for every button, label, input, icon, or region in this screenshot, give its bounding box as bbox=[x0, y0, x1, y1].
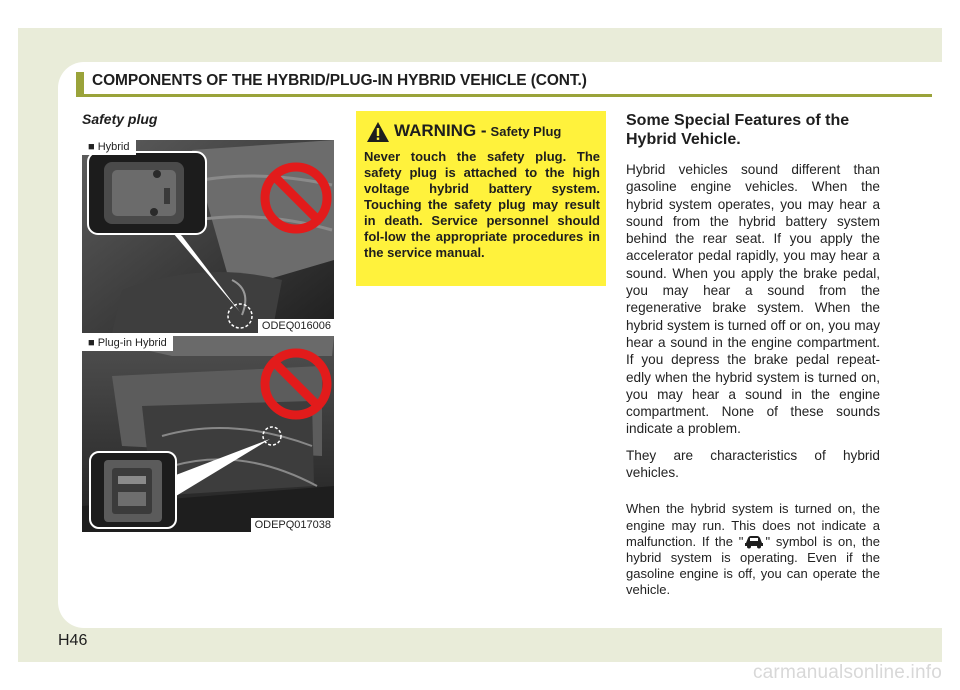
figure-label-hybrid: ■ Hybrid bbox=[82, 140, 136, 155]
paragraph-engine-run-end: " symbol is on, the hybrid system is operating. Even if the gasoline engine is off, you can operate the vehicle. bbox=[626, 533, 880, 598]
watermark: carmanualsonline.info bbox=[752, 662, 942, 683]
paragraph-engine-run bbox=[626, 501, 880, 598]
figure-plugin-hybrid-safety-plug bbox=[82, 336, 334, 532]
warning-body-text: Never touch the safety plug. The safety plug is attached to the high voltage hybrid battery system. Touching the safety plug may result in death. Service personnel should fol-low the appropriate procedures in the service manual. bbox=[364, 149, 600, 260]
special-features-column bbox=[626, 111, 880, 608]
paragraph-characteristics: They are characteristics of hybrid vehicles. bbox=[626, 447, 880, 481]
warning-box bbox=[356, 111, 606, 286]
safety-plug-heading: Safety plug bbox=[82, 111, 158, 127]
warning-triangle-icon bbox=[366, 121, 390, 143]
special-features-title: Some Special Features of the Hybrid Vehicle. bbox=[626, 112, 850, 148]
section-header-title: COMPONENTS OF THE HYBRID/PLUG-IN HYBRID VEHICLE (CONT.) bbox=[92, 72, 587, 89]
figure-hybrid-safety-plug bbox=[82, 140, 334, 333]
page-number: H46 bbox=[58, 632, 88, 649]
figure-code: ODEQ016006 bbox=[258, 319, 334, 333]
prohibited-icon bbox=[260, 348, 332, 420]
hybrid-ready-car-icon bbox=[743, 535, 765, 549]
warning-title-word: WARNING - bbox=[394, 121, 487, 140]
paragraph-sounds: Hybrid vehicles sound different than gasoline engine vehicles. When the hybrid system operates, you may hear a sound from the hybrid battery system behind the rear seat. If you apply the accelerator pedal rapidly, you may hear a sound. When you apply the brake pedal, you may hear a sound from the regenerative brake system. When the hybrid system is turned off or on, you may hear a sound in the engine compartment. If you depress the brake pedal repeat-edly when the hybrid system is turned on, you may hear a sound in the engine compartment. None of these sounds indicate a problem. bbox=[626, 162, 880, 437]
paragraph-engine-run-start: When the hybrid system is turned on, the engine may run. This does not indicate a malfunction. If the " bbox=[626, 501, 880, 549]
figure-label-plugin-hybrid: ■ Plug-in Hybrid bbox=[82, 336, 173, 351]
header-accent-bar bbox=[76, 72, 84, 94]
warning-title-subject: Safety Plug bbox=[490, 124, 562, 139]
header-rule bbox=[76, 94, 932, 97]
warning-heading bbox=[394, 121, 561, 141]
figure-code: ODEPQ017038 bbox=[251, 518, 334, 532]
prohibited-icon bbox=[260, 162, 332, 234]
